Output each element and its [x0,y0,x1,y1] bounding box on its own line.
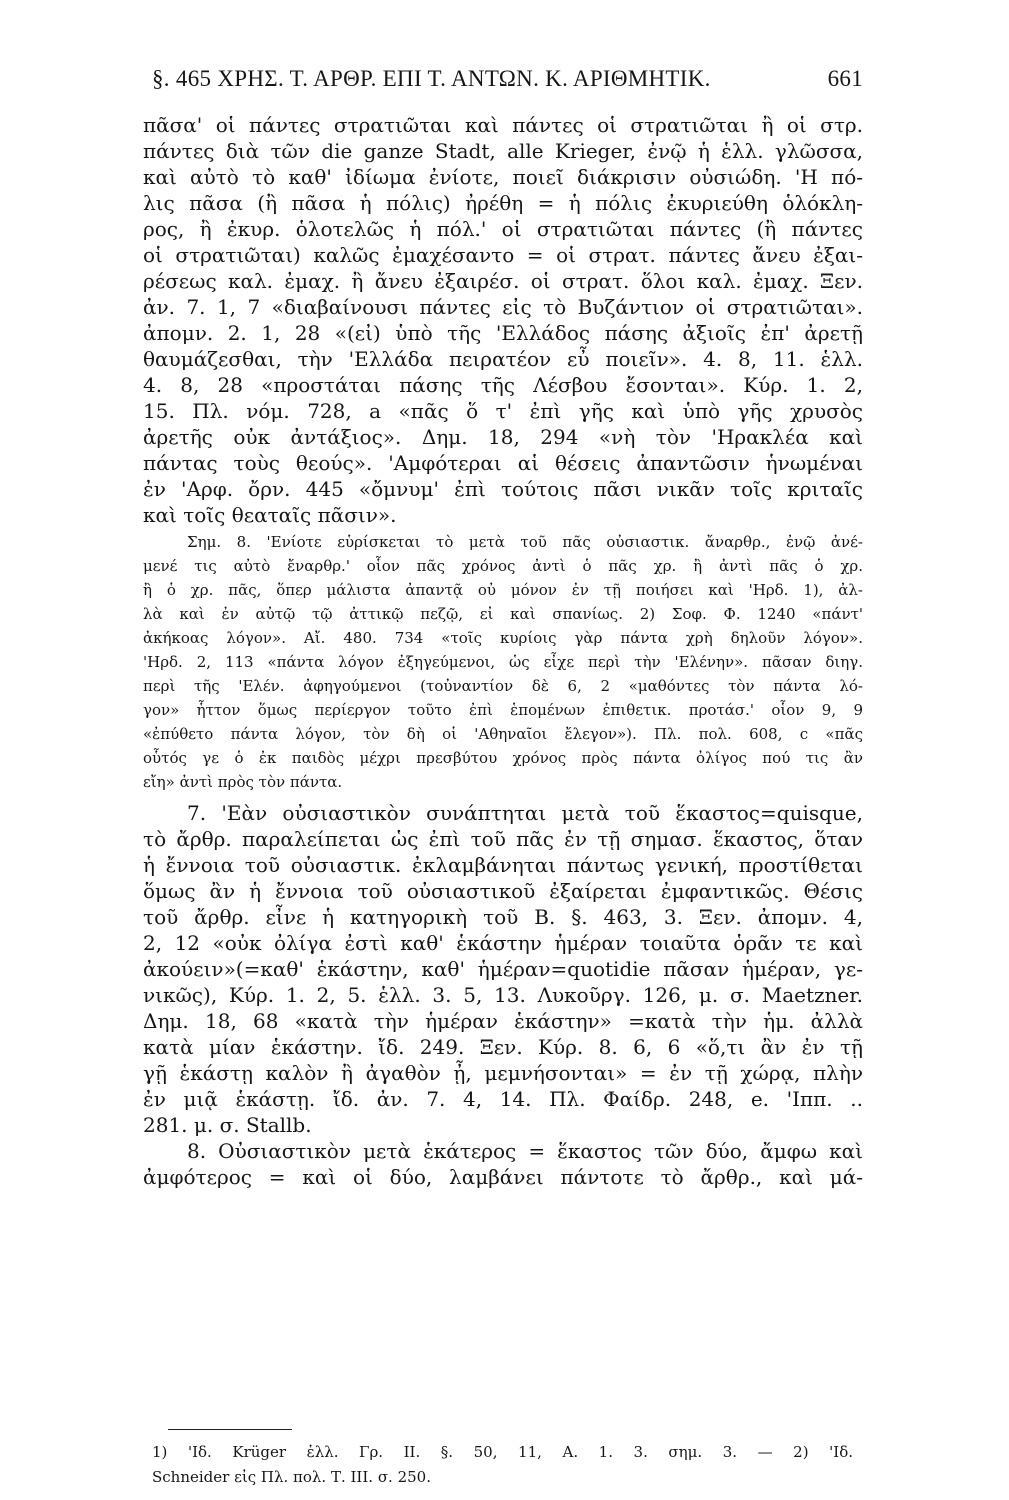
text-line: τὸ ἄρθρ. παραλείπεται ὡς ἐπὶ τοῦ πᾶς ἐν τῇ σημασ. ἕκαστος, ὅταν [143,827,863,851]
text-line: ρέσεως καλ. ἐμαχ. ἢ ἄνευ ἐξαιρέσ. οἱ στρατ. ὅλοι καλ. ἐμαχ. Ξεν. [143,269,863,293]
note-line: εἴη» ἀντὶ πρὸς τὸν πάντα. [143,773,343,791]
footnote-line: 1) 'Ιδ. Krüger ἑλλ. Γρ. II. §. 50, 11, Α. 1. 3. σημ. 3. — 2) 'Ιδ. [152,1443,853,1461]
text-line: ὅμως ἂν ἡ ἔννοια τοῦ οὐσιαστικοῦ ἐξαίρεται ἐμφαντικῶς. Θέσις [143,879,863,903]
text-line: ἀπομν. 2. 1, 28 «(εἰ) ὑπὸ τῆς 'Ελλάδος πάσης ἀξιοῖς ἐπ' ἀρετῇ [143,321,863,345]
note-line: λὰ καὶ ἐν αὐτῷ τῷ ἀττικῷ πεζῷ, εἰ καὶ σπανίως. 2) Σοφ. Φ. 1240 «πάντ' [143,605,863,623]
text-line: καὶ τοῖς θεαταῖς πᾶσιν». [143,503,397,527]
note-line: ἀκήκοας λόγον». Αἴ. 480. 734 «τοῖς κυρίοις γὰρ πάντα χρὴ δηλοῦν λόγον». [143,629,863,647]
text-line: ἐν 'Αρφ. ὄρν. 445 «ὄμνυμ' ἐπὶ τούτοις πᾶσι νικᾶν τοῖς κριταῖς [143,477,863,501]
note-paragraph [143,530,863,794]
text-line: ρος, ἢ ἐκυρ. ὁλοτελῶς ἡ πόλ.' οἱ στρατιῶται πάντες (ἢ πάντες [143,217,863,241]
footnote [152,1440,853,1490]
section-8-paragraph [143,1138,863,1190]
text-line: ἐν μιᾷ ἑκάστῃ. ἴδ. ἀν. 7. 4, 14. Πλ. Φαίδρ. 248, e. 'Ιππ. .. [143,1087,863,1111]
text-line: λις πᾶσα (ἢ πᾶσα ἡ πόλις) ἠρέθη = ἡ πόλις ἐκυριεύθη ὁλόκλη- [143,191,863,215]
footnote-rule [168,1429,292,1430]
text-line: πάντας τοὺς θεούς». 'Αμφότεραι αἱ θέσεις ἀπαντῶσιν ἡνωμέναι [143,451,863,475]
text-line: τοῦ ἄρθρ. εἶνε ἡ κατηγορικὴ τοῦ Β. §. 463, 3. Ξεν. ἀπομν. 4, [143,905,863,929]
note-line: ἢ ὁ χρ. πᾶς, ὅπερ μάλιστα ἀπαντᾷ οὐ μόνον ἐν τῇ ποιήσει καὶ 'Ηρδ. 1), ἀλ- [143,581,863,599]
text-line: 4. 8, 28 «προστάται πάσης τῆς Λέσβου ἔσονται». Κύρ. 1. 2, [143,373,863,397]
text-line: 15. Πλ. νόμ. 728, a «πᾶς ὅ τ' ἐπὶ γῆς καὶ ὑπὸ γῆς χρυσὸς [143,399,863,423]
text-line: θαυμάζεσθαι, τὴν 'Ελλάδα πειρατέον εὖ ποιεῖν». 4. 8, 11. ἑλλ. [143,347,863,371]
running-head-title: §. 465 ΧΡΗΣ. Τ. ΑΡΘΡ. ΕΠΙ Τ. ΑΝΤΩΝ. Κ. ΑΡΙΘΜΗΤΙΚ. [152,66,711,91]
text-line: ἀμφότερος = καὶ οἱ δύο, λαμβάνει πάντοτε τὸ ἄρθρ., καὶ μά- [143,1165,863,1189]
text-line: ἡ ἔννοια τοῦ οὐσιαστικ. ἐκλαμβάνηται πάντως γενική, προστίθεται [143,853,863,877]
note-line: μενέ τις αὐτὸ ἔναρθρ.' οἷον πᾶς χρόνος ἀντὶ ὁ πᾶς χρ. ἢ ἀντὶ πᾶς ὁ χρ. [143,557,863,575]
text-line: 281. μ. σ. Stallb. [143,1113,312,1137]
text-line: Δημ. 18, 68 «κατὰ τὴν ἡμέραν ἑκάστην» =κατὰ τὴν ἡμ. ἀλλὰ [143,1009,863,1033]
section-7-paragraph [143,800,863,1138]
note-line: γον» ἧττον ὅμως περίεργον τοῦτο ἐπὶ ἑπομένων ἐπιθετικ. προτάσ.' οἷον 9, 9 [143,701,863,719]
text-line: 2, 12 «οὐκ ὀλίγα ἐστὶ καθ' ἑκάστην ἡμέραν τοιαῦτα ὁρᾶν τε καὶ [143,931,863,955]
text-block [143,112,863,1190]
note-line: 'Ηρδ. 2, 113 «πάντα λόγον ἐξηγεύμενοι, ὡς εἶχε περὶ τὴν 'Ελένην». πᾶσαν διηγ. [143,653,863,671]
text-line: πᾶσα' οἱ πάντες στρατιῶται καὶ πάντες οἱ στρατιῶται ἢ οἱ στρ. [143,113,863,137]
text-line: γῇ ἑκάστῃ καλὸν ἢ ἀγαθὸν ᾖ, μεμνήσονται» = ἐν τῇ χώρᾳ, πλὴν [143,1061,863,1085]
text-line: ἀρετῆς οὐκ ἀντάξιος». Δημ. 18, 294 «νὴ τὸν 'Ηρακλέα καὶ [143,425,863,449]
page-number: 661 [827,66,863,91]
text-line: 7. 'Εὰν οὐσιαστικὸν συνάπτηται μετὰ τοῦ ἕκαστος=quisque, [187,801,863,825]
note-line: «ἐπύθετο πάντα λόγον, τὸν δὴ οἱ 'Αθηναῖοι ἔλεγον»). Πλ. πολ. 608, c «πᾶς [143,725,863,743]
text-line: κατὰ μίαν ἑκάστην. ἴδ. 249. Ξεν. Κύρ. 8. 6, 6 «ὅ,τι ἂν ἐν τῇ [143,1035,863,1059]
text-line: νικῶς), Κύρ. 1. 2, 5. ἑλλ. 3. 5, 13. Λυκοῦργ. 126, μ. σ. Maetzner. [143,983,863,1007]
text-line: ἀν. 7. 1, 7 «διαβαίνουσι πάντες εἰς τὸ Βυζάντιον οἱ στρατιῶται». [143,295,863,319]
footnote-line: Schneider εἰς Πλ. πολ. Τ. III. σ. 250. [152,1468,431,1486]
text-line: πάντες διὰ τῶν die ganze Stadt, alle Krieger, ἐνῷ ἡ ἑλλ. γλῶσσα, [143,139,863,163]
paragraph-examples [143,112,863,528]
text-line: ἀκούειν»(=καθ' ἑκάστην, καθ' ἡμέραν=quotidie πᾶσαν ἡμέραν, γε- [143,957,863,981]
text-line: 8. Οὐσιαστικὸν μετὰ ἑκάτερος = ἕκαστος τῶν δύο, ἄμφω καὶ [187,1139,863,1163]
note-line: περὶ τῆς 'Ελέν. ἀφηγούμενοι (τοὐναντίον δὲ 6, 2 «μαθόντες τὸν πάντα λό- [143,677,863,695]
text-line: καὶ αὐτὸ τὸ καθ' ἰδίωμα ἐνίοτε, ποιεῖ διάκρισιν οὐσιώδη. 'Η πό- [143,165,863,189]
text-line: οἱ στρατιῶται) καλῶς ἐμαχέσαντο = οἱ στρατ. πάντες ἄνευ ἐξαι- [143,243,863,267]
note-line: Σημ. 8. 'Ενίοτε εὑρίσκεται τὸ μετὰ τοῦ πᾶς οὐσιαστικ. ἄναρθρ., ἐνῷ ἀνέ- [187,533,863,551]
running-head [152,66,863,100]
note-line: οὗτός γε ὁ ἐκ παιδὸς μέχρι πρεσβύτου χρόνος πρὸς πάντα ὀλίγος πού τις ἂν [143,749,863,767]
